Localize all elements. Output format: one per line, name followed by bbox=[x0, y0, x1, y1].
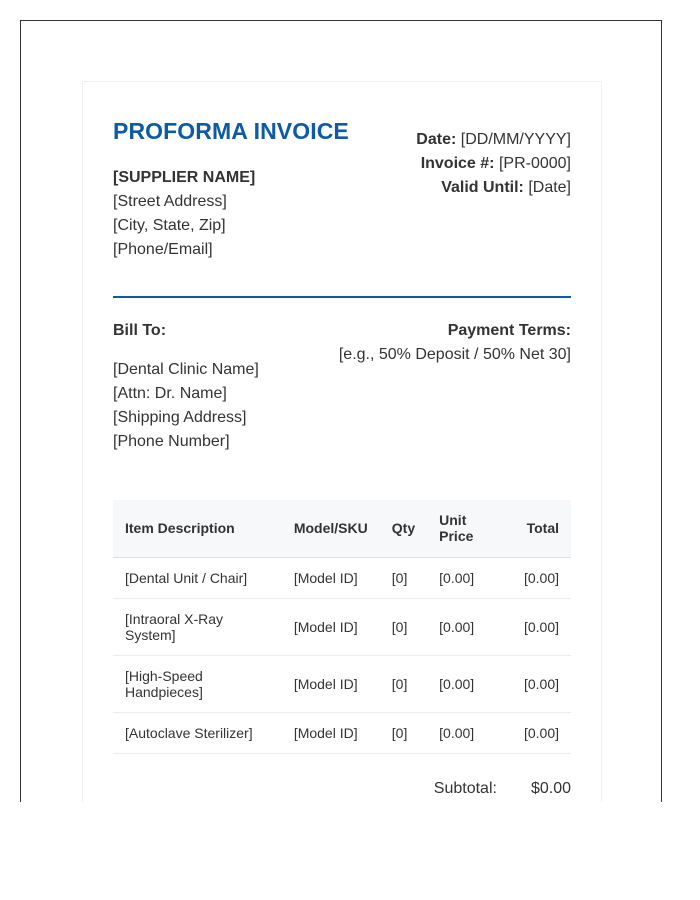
cell-model: [Model ID] bbox=[282, 598, 380, 655]
header-qty: Qty bbox=[380, 500, 427, 557]
date-value: [DD/MM/YYYY] bbox=[460, 131, 571, 148]
supplier-street: [Street Address] bbox=[113, 193, 227, 210]
cell-total: [0.00] bbox=[499, 557, 571, 598]
header-item-description: Item Description bbox=[113, 500, 282, 557]
cell-total: [0.00] bbox=[499, 598, 571, 655]
cell-unit-price: [0.00] bbox=[427, 712, 499, 753]
cell-qty: [0] bbox=[380, 655, 427, 712]
payment-terms-label: Payment Terms: bbox=[447, 322, 571, 339]
invoice-content bbox=[113, 82, 571, 797]
cell-unit-price: [0.00] bbox=[427, 598, 499, 655]
table-header-row bbox=[113, 500, 571, 557]
header-total: Total bbox=[499, 500, 571, 557]
payment-terms-block bbox=[339, 322, 571, 367]
subtotal-value: $0.00 bbox=[530, 780, 571, 797]
cell-description bbox=[113, 598, 282, 655]
bill-to-block bbox=[113, 358, 259, 454]
valid-until-line bbox=[416, 176, 571, 200]
cell-qty: [0] bbox=[380, 598, 427, 655]
cell-model: [Model ID] bbox=[282, 557, 380, 598]
invoice-number-value: [PR-0000] bbox=[498, 155, 571, 172]
document-viewport bbox=[20, 20, 662, 802]
cell-description-text: [Intraoral X-Ray System] bbox=[125, 610, 224, 643]
bill-to-attn: [Attn: Dr. Name] bbox=[113, 385, 227, 402]
document-title: PROFORMA INVOICE bbox=[113, 118, 349, 144]
table-row bbox=[113, 712, 571, 753]
invoice-sheet bbox=[82, 81, 602, 802]
supplier-city: [City, State, Zip] bbox=[113, 217, 226, 234]
table-row bbox=[113, 557, 571, 598]
supplier-block bbox=[113, 166, 255, 262]
cell-unit-price: [0.00] bbox=[427, 557, 499, 598]
invoice-header bbox=[113, 82, 571, 298]
supplier-name: [SUPPLIER NAME] bbox=[113, 169, 256, 186]
cell-total: [0.00] bbox=[499, 655, 571, 712]
invoice-meta bbox=[416, 128, 571, 200]
cell-description bbox=[113, 655, 282, 712]
header-divider bbox=[113, 296, 571, 298]
bill-to-clinic: [Dental Clinic Name] bbox=[113, 361, 259, 378]
header-unit-price bbox=[427, 500, 499, 557]
cell-qty: [0] bbox=[380, 557, 427, 598]
cell-model: [Model ID] bbox=[282, 712, 380, 753]
invoice-number-line bbox=[416, 152, 571, 176]
cell-model: [Model ID] bbox=[282, 655, 380, 712]
subtotal-label: Subtotal: bbox=[433, 780, 497, 797]
cell-unit-price: [0.00] bbox=[427, 655, 499, 712]
line-items-table bbox=[113, 500, 571, 754]
valid-until-label: Valid Until: bbox=[441, 179, 524, 196]
bill-to-address: [Shipping Address] bbox=[113, 409, 247, 426]
header-unit-price-label: Unit Price bbox=[439, 512, 474, 545]
bill-to-phone: [Phone Number] bbox=[113, 433, 230, 450]
cell-description-text: [High-Speed Handpieces] bbox=[125, 667, 203, 700]
table-row bbox=[113, 655, 571, 712]
cell-description: [Autoclave Sterilizer] bbox=[113, 712, 282, 753]
valid-until-value: [Date] bbox=[528, 179, 571, 196]
subtotal-line bbox=[434, 780, 571, 798]
date-label: Date: bbox=[416, 131, 457, 148]
cell-total: [0.00] bbox=[499, 712, 571, 753]
payment-terms-value: [e.g., 50% Deposit / 50% Net 30] bbox=[338, 346, 571, 363]
table-row bbox=[113, 598, 571, 655]
header-model-sku: Model/SKU bbox=[282, 500, 380, 557]
invoice-number-label: Invoice #: bbox=[420, 155, 495, 172]
cell-description: [Dental Unit / Chair] bbox=[113, 557, 282, 598]
bill-to-label: Bill To: bbox=[113, 322, 167, 339]
date-line bbox=[416, 128, 571, 152]
supplier-contact: [Phone/Email] bbox=[113, 241, 213, 258]
cell-qty: [0] bbox=[380, 712, 427, 753]
